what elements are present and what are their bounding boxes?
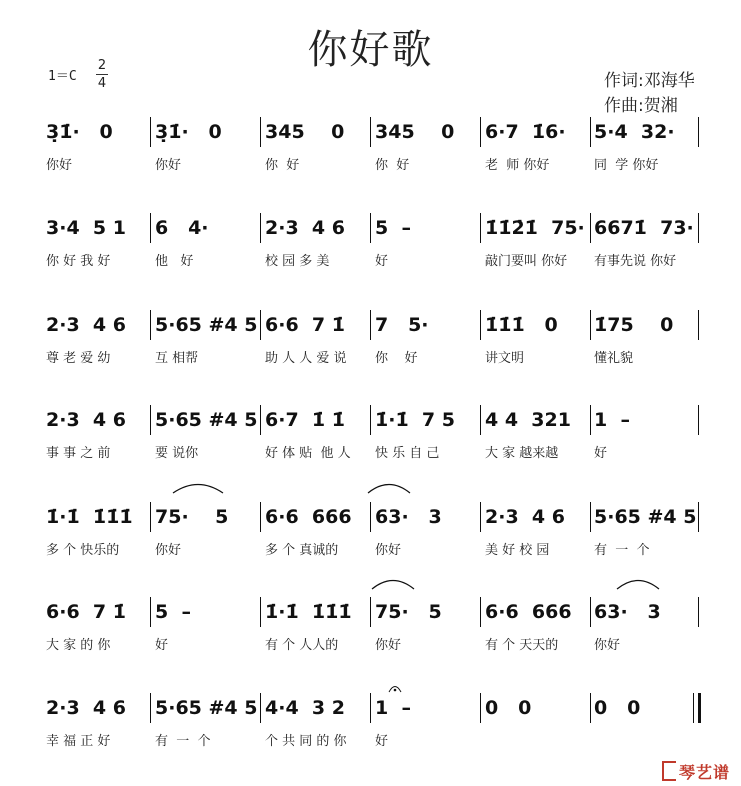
bar-line xyxy=(590,213,591,243)
bar-line xyxy=(698,310,699,340)
measure-notes: 75· 5 xyxy=(375,601,442,623)
bar-line xyxy=(480,213,481,243)
measure-lyrics: 有 一 个 xyxy=(155,734,211,749)
score-row xyxy=(0,502,741,572)
measure-lyrics: 要 说你 xyxy=(155,446,199,461)
measure-lyrics: 你好 xyxy=(155,158,182,173)
measure-lyrics: 你 好 xyxy=(375,351,418,366)
bar-line xyxy=(370,310,371,340)
measure-lyrics: 懂礼貌 xyxy=(594,351,634,366)
bar-line xyxy=(150,310,151,340)
composer-credit: 作曲:贺湘 xyxy=(604,96,678,116)
measure-notes: 2·3 4 6 xyxy=(46,697,126,719)
measure-lyrics: 你好 xyxy=(375,638,402,653)
measure-lyrics: 好 xyxy=(375,734,389,749)
bar-line xyxy=(698,405,699,435)
measure-notes: 1 – xyxy=(375,697,411,719)
measure-notes: 1̇·1̇ 1̇1̇1̇ xyxy=(265,601,352,623)
time-signature xyxy=(96,58,108,91)
measure-lyrics: 有 一 个 xyxy=(594,543,650,558)
measure-lyrics: 多 个 快乐的 xyxy=(46,543,120,558)
measure-notes: 5·65 #4 5 xyxy=(155,314,258,336)
fermata-mark xyxy=(388,683,402,693)
bar-line xyxy=(698,502,699,532)
measure-lyrics: 多 个 真诚的 xyxy=(265,543,339,558)
measure-notes: 7 5· xyxy=(375,314,429,336)
bar-line xyxy=(480,405,481,435)
measure-lyrics: 大 家 的 你 xyxy=(46,638,111,653)
bar-line xyxy=(698,693,701,723)
measure-lyrics: 你 好 我 好 xyxy=(46,254,111,269)
measure-notes: 1̇·1̇ 1̇1̇1̇ xyxy=(46,506,133,528)
slur-mark xyxy=(367,480,411,494)
measure-notes: 2·3 4 6 xyxy=(265,217,345,239)
bar-line xyxy=(480,693,481,723)
measure-notes: 1̇1̇1̇ 0 xyxy=(485,314,558,336)
measure-notes: 6·7 1̇ 1̇ xyxy=(265,409,345,431)
measure-notes: 2·3 4 6 xyxy=(46,409,126,431)
bar-line xyxy=(698,213,699,243)
watermark-text: 琴艺谱 xyxy=(679,763,731,782)
meter-divider xyxy=(96,74,108,75)
bar-line xyxy=(590,117,591,147)
bar-line xyxy=(150,597,151,627)
measure-lyrics: 你 好 xyxy=(265,158,300,173)
bar-line xyxy=(370,117,371,147)
bar-line xyxy=(260,310,261,340)
bar-line xyxy=(260,405,261,435)
score-row xyxy=(0,693,741,763)
bar-line xyxy=(260,502,261,532)
measure-notes: 3̣1̇· 0 xyxy=(46,121,113,143)
measure-notes: 6·6 7 1̇ xyxy=(46,601,126,623)
meter-bottom: 4 xyxy=(97,76,107,91)
measure-notes: 63· 3 xyxy=(594,601,661,623)
song-title: 你好歌 xyxy=(307,27,434,73)
meter-top: 2 xyxy=(97,58,107,73)
slur-mark xyxy=(172,480,224,494)
bar-line xyxy=(260,213,261,243)
score-row xyxy=(0,597,741,667)
measure-lyrics: 互 相帮 xyxy=(155,351,199,366)
measure-lyrics: 同 学 你好 xyxy=(594,158,659,173)
measure-notes: 5 – xyxy=(155,601,191,623)
bar-line xyxy=(590,693,591,723)
measure-notes: 6·6 666 xyxy=(265,506,352,528)
bar-line xyxy=(480,310,481,340)
bar-line xyxy=(590,310,591,340)
bar-line xyxy=(370,405,371,435)
bar-line xyxy=(260,117,261,147)
measure-notes: 1̇·1̇ 7 5 xyxy=(375,409,455,431)
measure-lyrics: 美 好 校 园 xyxy=(485,543,550,558)
bar-line xyxy=(150,502,151,532)
bar-line xyxy=(693,693,694,723)
measure-notes: 5·65 #4 5 xyxy=(155,409,258,431)
bar-line xyxy=(698,597,699,627)
measure-lyrics: 事 事 之 前 xyxy=(46,446,111,461)
bar-line xyxy=(150,117,151,147)
bar-line xyxy=(370,597,371,627)
measure-notes: 345 0 xyxy=(375,121,455,143)
score-row xyxy=(0,310,741,380)
logo-icon xyxy=(662,761,676,781)
watermark-logo xyxy=(662,760,730,783)
measure-lyrics: 好 xyxy=(594,446,608,461)
measure-lyrics: 敲门要叫 你好 xyxy=(485,254,568,269)
measure-notes: 3·4 5 1 xyxy=(46,217,126,239)
measure-lyrics: 你好 xyxy=(46,158,73,173)
measure-notes: 4·4 3 2 xyxy=(265,697,345,719)
measure-lyrics: 你好 xyxy=(375,543,402,558)
bar-line xyxy=(260,597,261,627)
measure-lyrics: 尊 老 爱 幼 xyxy=(46,351,111,366)
measure-notes: 4 4 321 xyxy=(485,409,571,431)
measure-notes: 6·6 666 xyxy=(485,601,572,623)
measure-lyrics: 好 xyxy=(155,638,169,653)
measure-notes: 63· 3 xyxy=(375,506,442,528)
measure-lyrics: 你好 xyxy=(594,638,621,653)
measure-notes: 1̇75 0 xyxy=(594,314,674,336)
measure-notes: 1̇1̇2̇1̇ 75· xyxy=(485,217,585,239)
bar-line xyxy=(150,213,151,243)
bar-line xyxy=(590,502,591,532)
bar-line xyxy=(698,117,699,147)
slur-mark xyxy=(371,576,415,590)
measure-notes: 6671̇ 73· xyxy=(594,217,694,239)
bar-line xyxy=(370,502,371,532)
score-row xyxy=(0,213,741,283)
measure-notes: 6·7 1̇6· xyxy=(485,121,566,143)
measure-notes: 5·65 #4 5 xyxy=(155,697,258,719)
bar-line xyxy=(590,597,591,627)
bar-line xyxy=(150,693,151,723)
measure-notes: 6·6 7 1̇ xyxy=(265,314,345,336)
measure-lyrics: 好 体 贴 他 人 xyxy=(265,446,351,461)
measure-lyrics: 个 共 同 的 你 xyxy=(265,734,347,749)
bar-line xyxy=(370,693,371,723)
bar-line xyxy=(480,597,481,627)
measure-lyrics: 讲文明 xyxy=(485,351,525,366)
score-row xyxy=(0,117,741,187)
measure-lyrics: 有 个 天天的 xyxy=(485,638,559,653)
measure-notes: 345 0 xyxy=(265,121,345,143)
slur-mark xyxy=(616,576,660,590)
measure-notes: 3̣1̇· 0 xyxy=(155,121,222,143)
measure-notes: 0 0 xyxy=(594,697,641,719)
measure-lyrics: 校 园 多 美 xyxy=(265,254,330,269)
bar-line xyxy=(260,693,261,723)
bar-line xyxy=(590,405,591,435)
measure-lyrics: 好 xyxy=(375,254,389,269)
measure-notes: 75· 5 xyxy=(155,506,229,528)
measure-lyrics: 你 好 xyxy=(375,158,410,173)
measure-notes: 5·4 32· xyxy=(594,121,675,143)
bar-line xyxy=(480,502,481,532)
measure-lyrics: 有 个 人人的 xyxy=(265,638,339,653)
lyricist-credit: 作词:邓海华 xyxy=(604,71,695,91)
measure-notes: 6 4· xyxy=(155,217,209,239)
score-row xyxy=(0,405,741,475)
measure-lyrics: 你好 xyxy=(155,543,182,558)
measure-lyrics: 快 乐 自 己 xyxy=(375,446,440,461)
measure-lyrics: 老 师 你好 xyxy=(485,158,550,173)
bar-line xyxy=(150,405,151,435)
measure-notes: 0 0 xyxy=(485,697,532,719)
measure-lyrics: 大 家 越来越 xyxy=(485,446,559,461)
measure-notes: 5·65 #4 5 xyxy=(594,506,697,528)
measure-notes: 1 – xyxy=(594,409,630,431)
measure-notes: 2·3 4 6 xyxy=(46,314,126,336)
measure-lyrics: 他 好 xyxy=(155,254,194,269)
measure-notes: 5 – xyxy=(375,217,411,239)
bar-line xyxy=(370,213,371,243)
key-signature: 1＝C xyxy=(48,69,77,84)
measure-notes: 2·3 4 6 xyxy=(485,506,565,528)
measure-lyrics: 助 人 人 爱 说 xyxy=(265,351,347,366)
measure-lyrics: 幸 福 正 好 xyxy=(46,734,111,749)
bar-line xyxy=(480,117,481,147)
measure-lyrics: 有事先说 你好 xyxy=(594,254,677,269)
